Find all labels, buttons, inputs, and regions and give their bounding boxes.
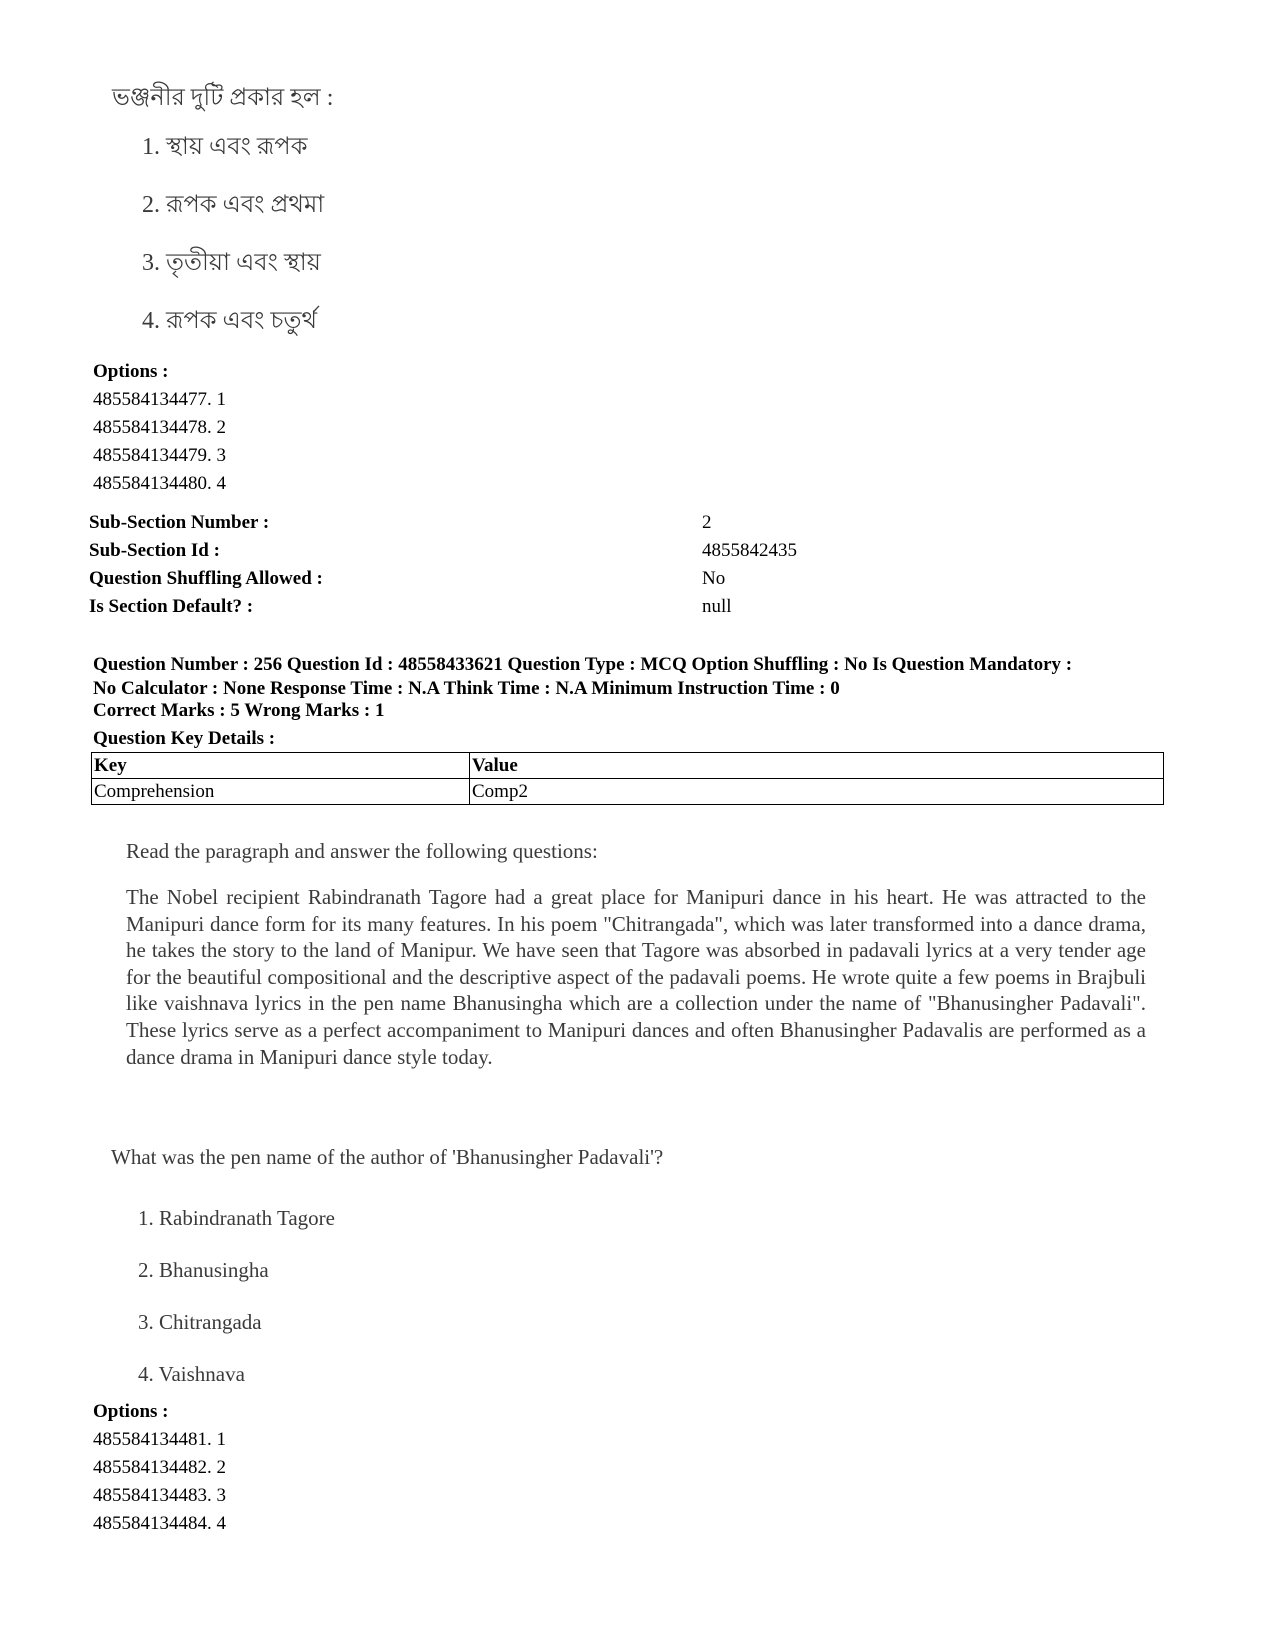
question-marks: Correct Marks : 5 Wrong Marks : 1 — [93, 700, 385, 721]
table-row — [92, 779, 1164, 805]
question-key-details-label: Question Key Details : — [93, 728, 276, 749]
question-1-choice: 2. রূপক এবং প্রথমা — [142, 192, 325, 218]
metadata-row — [89, 593, 989, 621]
question-header-line-2: No Calculator : None Response Time : N.A Think Time : N.A Minimum Instruction Time : 0 — [93, 678, 840, 699]
question-1-stem: ভঞ্জনীর দুটি প্রকার হল : — [112, 85, 334, 111]
question-key-table — [91, 752, 1164, 805]
option-item: 485584134482. 2 — [93, 1457, 226, 1478]
metadata-value: null — [702, 596, 732, 617]
metadata-value: No — [702, 568, 726, 589]
passage-intro: Read the paragraph and answer the following questions: — [126, 839, 598, 863]
question-2-choice: 2. Bhanusingha — [138, 1258, 269, 1282]
metadata-row — [89, 509, 989, 537]
option-item: 485584134478. 2 — [93, 417, 226, 438]
question-2-choice: 1. Rabindranath Tagore — [138, 1206, 335, 1230]
table-header-key: Key — [92, 753, 470, 779]
table-cell: Comprehension — [92, 779, 470, 805]
comprehension-passage-image — [126, 836, 1146, 1070]
metadata-key: Question Shuffling Allowed : — [89, 568, 323, 589]
option-item: 485584134477. 1 — [93, 389, 226, 410]
question-2-choice: 3. Chitrangada — [138, 1310, 262, 1334]
option-item: 485584134480. 4 — [93, 473, 226, 494]
options-label: Options : — [93, 361, 169, 382]
table-header-value: Value — [470, 753, 1164, 779]
question-1-options — [93, 358, 226, 498]
table-header-row — [92, 753, 1164, 779]
metadata-row — [89, 537, 989, 565]
question-2-image — [111, 1140, 1011, 1400]
question-header — [93, 653, 1183, 701]
option-item: 485584134484. 4 — [93, 1513, 226, 1534]
question-2-choice: 4. Vaishnava — [138, 1362, 245, 1386]
metadata-row — [89, 565, 989, 593]
metadata-value: 4855842435 — [702, 540, 797, 561]
question-2-options — [93, 1398, 226, 1538]
question-1-choice: 3. তৃতীয়া এবং স্থায় — [142, 250, 321, 276]
metadata-key: Sub-Section Number : — [89, 512, 270, 533]
option-item: 485584134483. 3 — [93, 1485, 226, 1506]
subsection-metadata — [89, 509, 989, 621]
question-1-image — [112, 78, 812, 350]
metadata-value: 2 — [702, 512, 712, 533]
metadata-key: Is Section Default? : — [89, 596, 254, 617]
table-cell: Comp2 — [470, 779, 1164, 805]
question-2-stem: What was the pen name of the author of 'Bhanusingher Padavali'? — [111, 1145, 664, 1169]
question-header-line-1: Question Number : 256 Question Id : 48558433621 Question Type : MCQ Option Shuffling : No Is Question Mandatory : — [93, 654, 1073, 675]
option-item: 485584134481. 1 — [93, 1429, 226, 1450]
question-1-choice: 1. স্থায় এবং রূপক — [142, 134, 308, 160]
question-1-choice: 4. রূপক এবং চতুর্থ — [142, 308, 318, 334]
option-item: 485584134479. 3 — [93, 445, 226, 466]
options-label: Options : — [93, 1401, 169, 1422]
metadata-key: Sub-Section Id : — [89, 540, 220, 561]
passage-text: The Nobel recipient Rabindranath Tagore had a great place for Manipuri dance in his heart. He was attracted to the Manipuri dance form for its many features. In his poem "Chitrangada", which was later transformed into a dance drama, he takes the story to the land of Manipur. We have seen that Tagore was absorbed in padavali lyrics at a very tender age for the beautiful compositional and the descriptive aspect of the padavali poems. He wrote quite a few poems in Brajbuli like vaishnava lyrics in the pen name Bhanusingha which are a collection under the name of "Bhanusingher Padavali". These lyrics serve as a perfect accompaniment to Manipuri dances and often Bhanusingher Padavalis are performed as a dance drama in Manipuri dance style today. — [126, 885, 1146, 1069]
